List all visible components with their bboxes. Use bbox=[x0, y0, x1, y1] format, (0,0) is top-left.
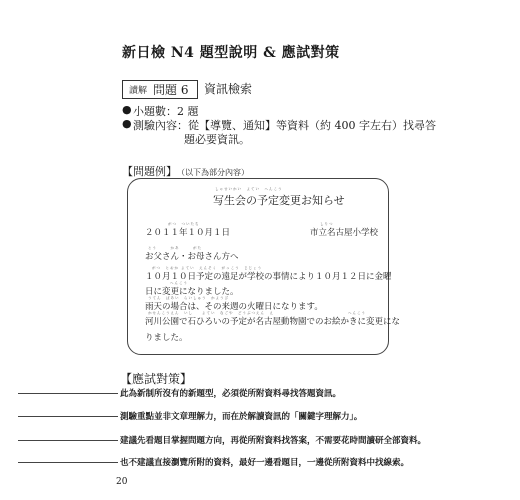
sample-line: 雨天の場合は、その来週の火曜日になります。 bbox=[145, 302, 323, 312]
date-furigana: がつ ついたち bbox=[168, 222, 200, 226]
line-furigana: かせんこうえん いし よてい なごや どうぶつえん え bbox=[148, 311, 274, 315]
greeting-furigana: とう かあ がた bbox=[148, 246, 202, 250]
example-note: （以下為部分內容） bbox=[181, 168, 249, 177]
line-furigana: へんこう bbox=[170, 281, 188, 285]
strategy-item: 也不建議直接瀏覽所附的資料，最好一邊看題目，一邊從所附資料中找線索。 bbox=[120, 458, 410, 468]
strategy-item: 建議先看題目掌握問題方向，再從所附資料找答案，不需要花時間讀研全部資料。 bbox=[120, 436, 427, 446]
example-heading bbox=[122, 163, 249, 179]
school-furigana: しりつ bbox=[320, 222, 334, 226]
sample-line: 日に変更になりました。 bbox=[145, 287, 239, 297]
sample-line: １０月１０日予定の遠足が学校の事情により１０月１２日に金曜 bbox=[145, 272, 392, 282]
strategy-item: 測驗重點並非文章理解力，而在於解讀資訊的「關鍵字理解力」。 bbox=[120, 412, 363, 422]
sample-greeting: お父さん・お母さん方へ bbox=[145, 252, 239, 262]
bullet-dot-icon: ● bbox=[122, 117, 132, 130]
tag-section-label: 讀解 bbox=[129, 86, 148, 96]
tag-question-number: 問題 6 bbox=[153, 83, 189, 97]
strategy-divider bbox=[18, 462, 118, 463]
line-furigana: がつ とおか よてい えんそく がっこう じじょう bbox=[152, 266, 263, 270]
strategy-divider bbox=[18, 440, 118, 441]
question-type-tag bbox=[122, 80, 198, 99]
sample-title: 写生会の予定変更お知らせ bbox=[213, 194, 345, 207]
bullet-text: 小題數：2 題 bbox=[133, 105, 199, 118]
sample-date: ２０１１年１０月１日 bbox=[145, 228, 231, 238]
line-furigana: へんこう bbox=[348, 311, 366, 315]
bullet-text: 測驗內容：從【導覽、通知】等資料（約 400 字左右）找尋答 bbox=[133, 119, 436, 132]
sample-school: 市立名古屋小学校 bbox=[310, 228, 379, 238]
line-furigana: うてん ばあい らいしゅう かようび bbox=[148, 296, 229, 300]
sample-line: 河川公園で石ひろいの予定が名古屋動物園でのお絵かきに変更にな bbox=[145, 317, 401, 327]
bullet-dot-icon: ● bbox=[122, 103, 132, 116]
sample-line: りました。 bbox=[145, 333, 188, 343]
bullet-item bbox=[122, 117, 436, 133]
title-furigana: しゃせいかい よてい へんこう bbox=[215, 187, 283, 191]
strategy-item: 此為新制所沒有的新題型，必須從所附資料尋找答題資訊。 bbox=[120, 389, 342, 399]
bullet-continuation: 題必要資訊。 bbox=[184, 133, 250, 146]
page-number: 20 bbox=[116, 477, 128, 487]
page-title: 新日檢 N4 題型說明 & 應試對策 bbox=[122, 45, 340, 61]
example-title: 【問題例】 bbox=[122, 165, 177, 178]
strategy-divider bbox=[18, 416, 118, 417]
question-type-title: 資訊檢索 bbox=[204, 82, 253, 96]
strategy-heading: 【應試對策】 bbox=[120, 372, 193, 386]
strategy-divider bbox=[18, 393, 118, 394]
